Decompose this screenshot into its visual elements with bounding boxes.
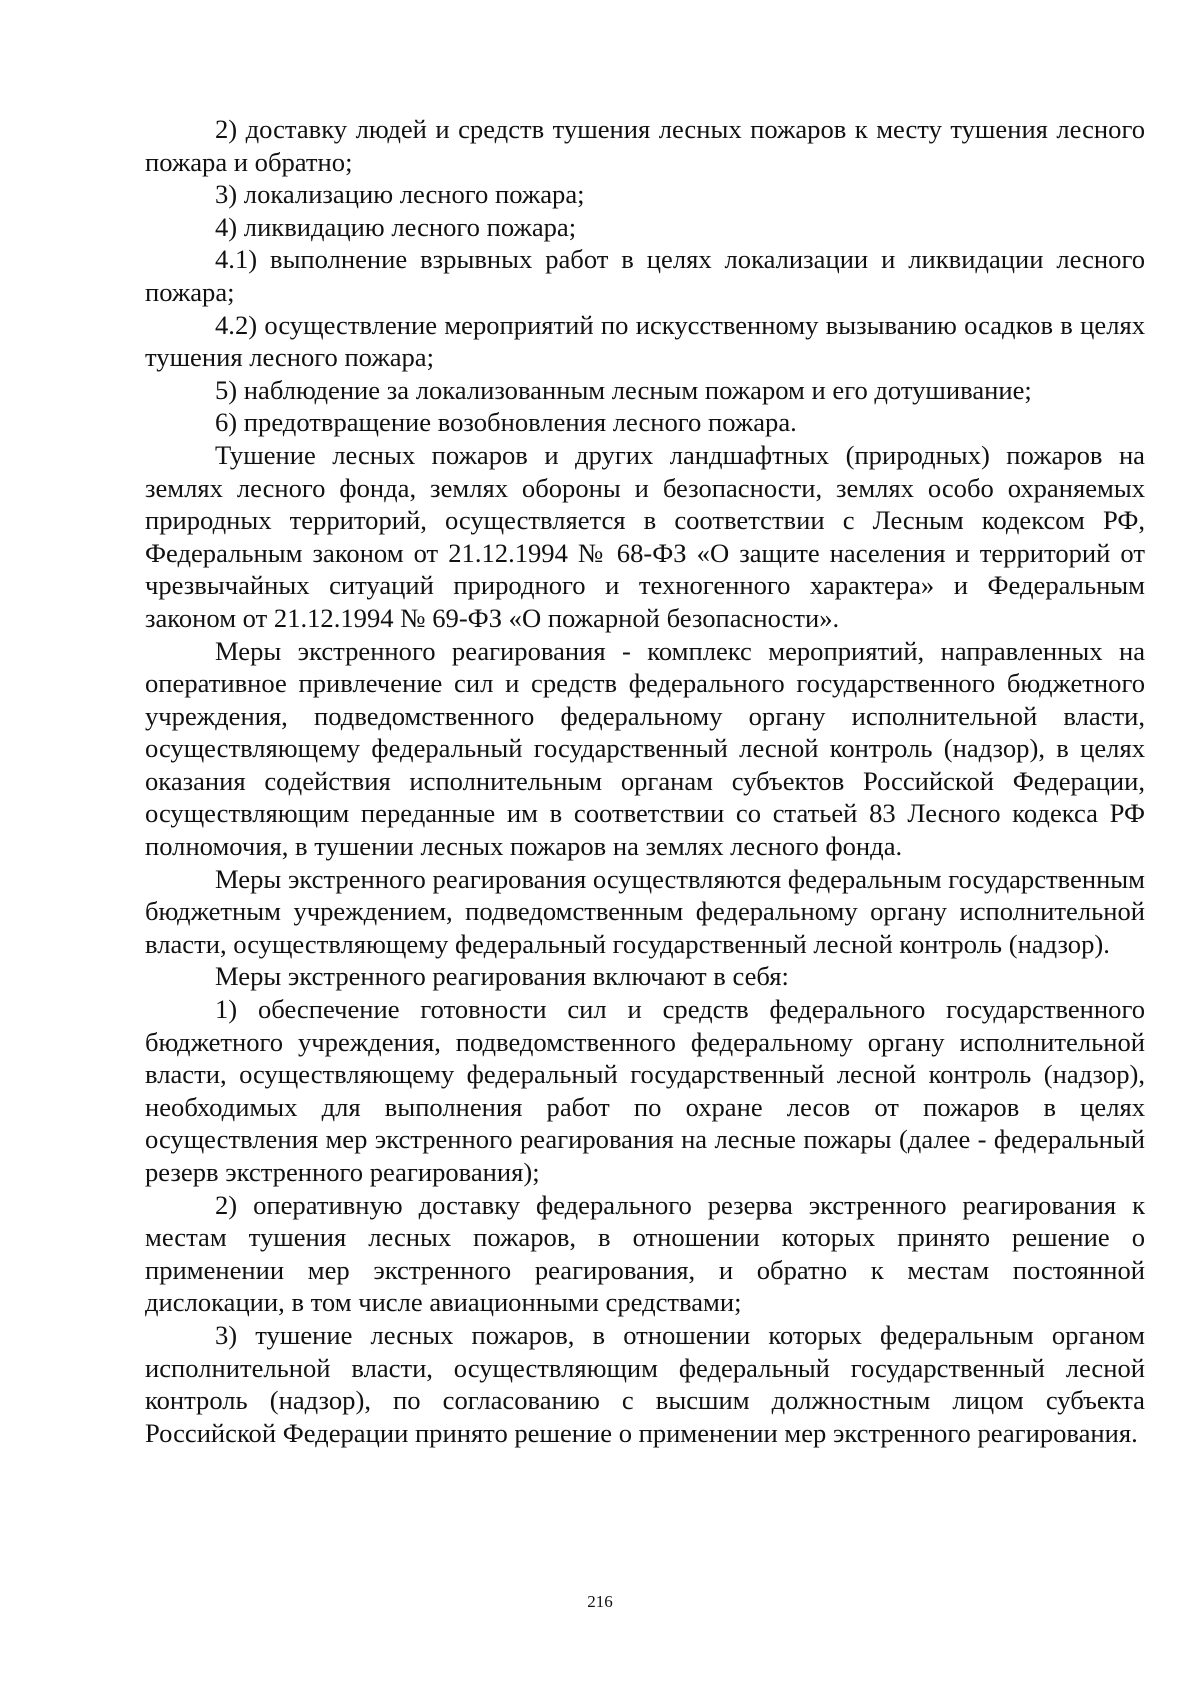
page-number: 216 (587, 1592, 613, 1611)
paragraph-item-4-liquidation: 4) ликвидацию лесного пожара; (215, 211, 577, 242)
paragraph-measure-3-suppression: 3) тушение лесных пожаров, в отношении которых федеральным органом исполнительной власти, осуществляющим федеральный государственный лесной контроль (надзор), по согласованию с высшим должностным лицом субъекта Российской Федерации принято решение о применении мер экстренного реагирования. (145, 1319, 1145, 1448)
paragraph-item-5-observation: 5) наблюдение за локализованным лесным пожаром и его дотушивание; (215, 374, 1032, 405)
paragraph-item-4-1-explosive-works: 4.1) выполнение взрывных работ в целях локализации и ликвидации лесного пожара; (145, 244, 1145, 307)
document-body (145, 113, 1145, 1449)
paragraph-item-2-delivery: 2) доставку людей и средств тушения лесных пожаров к месту тушения лесного пожара и обратно; (145, 114, 1145, 177)
paragraph-item-4-2-artificial-precipitation: 4.2) осуществление мероприятий по искусственному вызыванию осадков в целях тушения лесного пожара; (145, 309, 1145, 373)
paragraph-emergency-measures-include: Меры экстренного реагирования включают в себя: (215, 961, 789, 992)
paragraph-fire-suppression-law: Тушение лесных пожаров и других ландшафтных (природных) пожаров на землях лесного фонда, землях обороны и безопасности, землях особо охраняемых природных территорий, осуществляется в соответствии с Лесным кодексом РФ, Федеральным законом от 21.12.1994 № 68-ФЗ «О защите населения и территорий от чрезвычайных ситуаций природного и техногенного характера» и Федеральным законом от 21.12.1994 № 69-ФЗ «О пожарной безопасности». (145, 439, 1145, 633)
paragraph-item-6-prevention: 6) предотвращение возобновления лесного пожара. (215, 407, 797, 438)
paragraph-emergency-measures-definition: Меры экстренного реагирования - комплекс мероприятий, направленных на оперативное привлечение сил и средств федерального государственного бюджетного учреждения, подведомственного федеральному органу исполнительной власти, осуществляющему федеральный государственный лесной контроль (надзор), в целях оказания содействия исполнительным органам субъектов Российской Федерации, осуществляющим переданные им в соответствии со статьей 83 Лесного кодекса РФ полномочия, в тушении лесных пожаров на землях лесного фонда. (145, 635, 1145, 862)
paragraph-measure-2-delivery: 2) оперативную доставку федерального резерва экстренного реагирования к местам тушения лесных пожаров, в отношении которых принято решение о применении мер экстренного реагирования, и обратно к местам постоянной дислокации, в том числе авиационными средствами; (145, 1189, 1145, 1318)
paragraph-item-3-localization: 3) локализацию лесного пожара; (215, 179, 585, 210)
paragraph-measure-1-readiness: 1) обеспечение готовности сил и средств федерального государственного бюджетного учреждения, подведомственного федеральному органу исполнительной власти, осуществляющему федеральный государственный лесной контроль (надзор), необходимых для выполнения работ по охране лесов от пожаров в целях осуществления мер экстренного реагирования на лесные пожары (далее - федеральный резерв экстренного реагирования); (145, 994, 1145, 1187)
paragraph-emergency-measures-executor: Меры экстренного реагирования осуществляются федеральным государственным бюджетным учреждением, подведомственным федеральному органу исполнительной власти, осуществляющему федеральный государственный лесной контроль (надзор). (145, 863, 1145, 959)
